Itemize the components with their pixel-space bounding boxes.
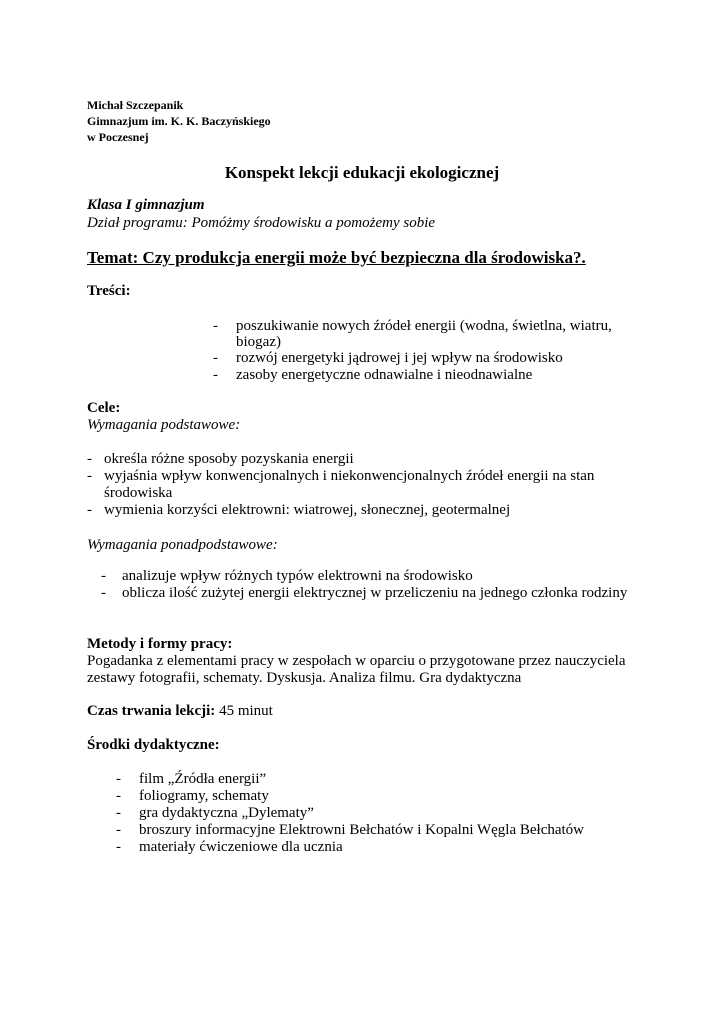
duration-label: Czas trwania lekcji:: [87, 703, 216, 719]
basic-goal-item: wyjaśnia wpływ konwencjonalnych i niekonwencjonalnych źródeł energii na stan: [104, 468, 595, 484]
list-dash: -: [101, 585, 106, 601]
content-item: zasoby energetyczne odnawialne i nieodnawialne: [236, 367, 533, 383]
resource-item: foliogramy, schematy: [139, 788, 269, 804]
author-name: Michał Szczepanik: [87, 98, 184, 112]
list-dash: -: [116, 805, 121, 821]
content-item-cont: biogaz): [236, 334, 281, 350]
class-label: Klasa I gimnazjum: [87, 197, 205, 213]
list-dash: -: [116, 822, 121, 838]
list-dash: -: [101, 568, 106, 584]
list-dash: -: [87, 502, 92, 518]
basic-requirements-label: Wymagania podstawowe:: [87, 417, 241, 433]
basic-goal-item: określa różne sposoby pozyskania energii: [104, 451, 354, 467]
document-title: Konspekt lekcji edukacji ekologicznej: [224, 163, 500, 182]
resource-item: film „Źródła energii”: [139, 771, 267, 787]
advanced-goal-item: oblicza ilość zużytej energii elektrycznej w przeliczeniu na jednego członka rodziny: [122, 585, 628, 601]
list-dash: -: [213, 318, 218, 334]
list-dash: -: [116, 771, 121, 787]
list-dash: -: [87, 468, 92, 484]
duration-line: [87, 703, 273, 720]
resource-item: broszury informacyjne Elektrowni Bełchatów i Kopalni Węgla Bełchatów: [139, 822, 585, 838]
content-item: poszukiwanie nowych źródeł energii (wodna, świetlna, wiatru,: [236, 318, 612, 334]
list-dash: -: [213, 350, 218, 366]
methods-heading: Metody i formy pracy:: [87, 636, 233, 652]
content-item: rozwój energetyki jądrowej i jej wpływ na środowisko: [236, 350, 563, 366]
methods-text-line: Pogadanka z elementami pracy w zespołach w oparciu o przygotowane przez nauczyciela: [87, 653, 626, 669]
basic-goal-item: wymienia korzyści elektrowni: wiatrowej, słonecznej, geotermalnej: [104, 502, 511, 518]
content-heading: Treści:: [87, 283, 131, 299]
school-city: w Poczesnej: [87, 130, 149, 144]
list-dash: -: [116, 839, 121, 855]
duration-value: 45 minut: [219, 703, 273, 719]
school-name: Gimnazjum im. K. K. Baczyńskiego: [87, 114, 271, 128]
advanced-requirements-label: Wymagania ponadpodstawowe:: [87, 537, 278, 553]
program-section: Dział programu: Pomóżmy środowisku a pomożemy sobie: [87, 215, 436, 231]
basic-goal-item-cont: środowiska: [104, 485, 173, 501]
list-dash: -: [87, 451, 92, 467]
list-dash: -: [213, 367, 218, 383]
list-dash: -: [116, 788, 121, 804]
resources-heading: Środki dydaktyczne:: [87, 737, 220, 753]
lesson-topic: Temat: Czy produkcja energii może być bezpieczna dla środowiska?.: [87, 248, 586, 267]
resource-item: materiały ćwiczeniowe dla ucznia: [139, 839, 343, 855]
advanced-goal-item: analizuje wpływ różnych typów elektrowni na środowisko: [122, 568, 473, 584]
goals-heading: Cele:: [87, 400, 121, 416]
resource-item: gra dydaktyczna „Dylematy”: [139, 805, 314, 821]
methods-text-line: zestawy fotografii, schematy. Dyskusja. Analiza filmu. Gra dydaktyczna: [87, 670, 522, 686]
